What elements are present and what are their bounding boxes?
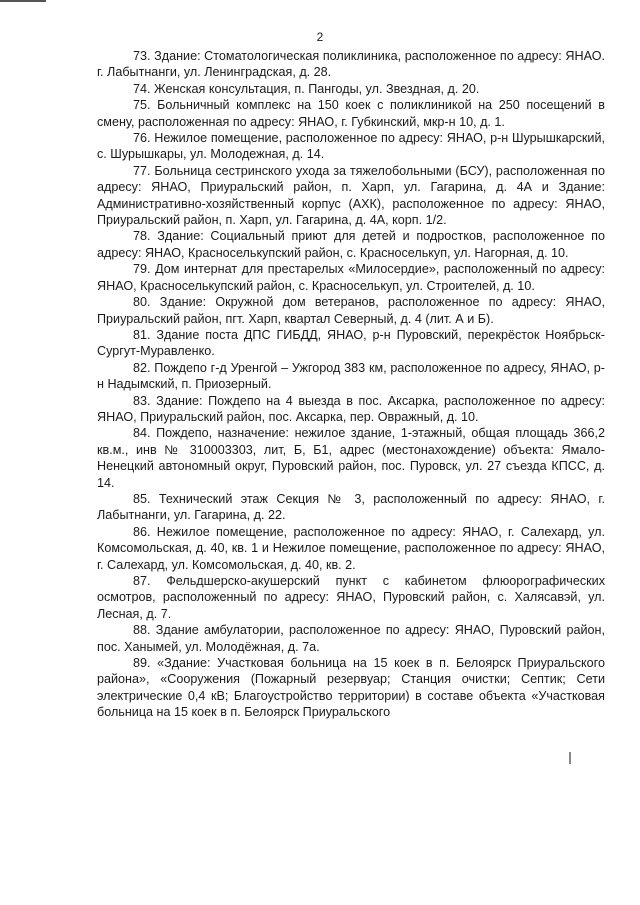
scan-corner-mark bbox=[0, 0, 46, 2]
document-body bbox=[97, 48, 605, 721]
list-item: 88. Здание амбулатории, расположенное по адресу: ЯНАО, Пуровский район, пос. Ханымей, ул. Молодёжная, д. 7а. bbox=[97, 623, 605, 654]
list-item: 80. Здание: Окружной дом ветеранов, расположенное по адресу: ЯНАО, Приуральский район, пгт. Харп, квартал Северный, д. 4 (лит. А и Б). bbox=[97, 295, 605, 326]
list-item: 85. Технический этаж Секция № 3, расположенный по адресу: ЯНАО, г. Лабытнанги, ул. Гагарина, д. 22. bbox=[97, 491, 605, 523]
list-item: 75. Больничный комплекс на 150 коек с поликлиникой на 250 посещений в смену, расположенная по адресу: ЯНАО, г. Губкинский, мкр-н 10, д. 1. bbox=[97, 98, 605, 129]
list-item: 83. Здание: Пождепо на 4 выезда в пос. Аксарка, расположенное по адресу: ЯНАО, Приуральский район, пос. Аксарка, пер. Овражный, д. 10. bbox=[97, 393, 605, 424]
list-item: 89. «Здание: Участковая больница на 15 коек в п. Белоярск Приуральского района», «Сооружения (Пожарный резервуар; Станция очистки; Септик; Сети электрические 0,4 кВ; Благоустройство территории) в составе объекта «Участковая больница на 15 коек в п. Белоярск Приуральского bbox=[97, 656, 605, 720]
list-item: 82. Пождепо г-д Уренгой – Ужгород 383 км, расположенное по адресу, ЯНАО, р-н Надымский, п. Приозерный. bbox=[97, 360, 605, 392]
list-item: 77. Больница сестринского ухода за тяжелобольными (БСУ), расположенная по адресу: ЯНАО, Приуральский район, п. Харп, ул. Гагарина, д. 4А и Здание: Административно-хозяйственный корпус (АХК), расположенное по адресу: ЯНАО, Приуральский район, п. Харп, ул. Гагарина, д. 4А, корп. 1/2. bbox=[97, 163, 605, 228]
list-item: 87. Фельдшерско-акушерский пункт с кабинетом флюорографических осмотров, расположенный по адресу: ЯНАО, Пуровский район, с. Халясавэй, ул. Лесная, д. 7. bbox=[97, 574, 605, 621]
list-item: 73. Здание: Стоматологическая поликлиника, расположенное по адресу: ЯНАО. г. Лабытнанги, ул. Ленинградская, д. 28. bbox=[97, 49, 605, 80]
list-item: 86. Нежилое помещение, расположенное по адресу: ЯНАО, г. Салехард, ул. Комсомольская, д. 40, кв. 1 и Нежилое помещение, расположенное по адресу: ЯНАО, г. Салехард, ул. Комсомольская, д. 40, кв. 2. bbox=[97, 524, 605, 572]
list-item: 84. Пождепо, назначение: нежилое здание, 1-этажный, общая площадь 366,2 кв.м., инв № 310003303, лит, Б, Б1, адрес (местонахождение) объекта: Ямало-Ненецкий автономный округ, Пуровский район, пос. Пуровск, ул. 27 съезда КПСС, д. 14. bbox=[97, 426, 605, 490]
list-item: 81. Здание поста ДПС ГИБДД, ЯНАО, р-н Пуровский, перекрёсток Ноябрьск-Сургут-Муравленко. bbox=[97, 327, 605, 359]
scan-margin-mark bbox=[569, 752, 571, 764]
list-item: 76. Нежилое помещение, расположенное по адресу: ЯНАО, р-н Шурышкарский, с. Шурышкары, ул. Молодежная, д. 14. bbox=[97, 131, 605, 162]
page-number: 2 bbox=[316, 30, 324, 44]
list-item: 79. Дом интернат для престарелых «Милосердие», расположенный по адресу: ЯНАО, Красноселькупский район, с. Красноселькуп, ул. Строителей, д. 10. bbox=[97, 262, 605, 293]
list-item: 74. Женская консультация, п. Пангоды, ул. Звездная, д. 20. bbox=[133, 81, 480, 96]
list-item: 78. Здание: Социальный приют для детей и подростков, расположенное по адресу: ЯНАО, Красноселькупский район, с. Красноселькуп, ул. Нагорная, д. 10. bbox=[97, 229, 605, 260]
